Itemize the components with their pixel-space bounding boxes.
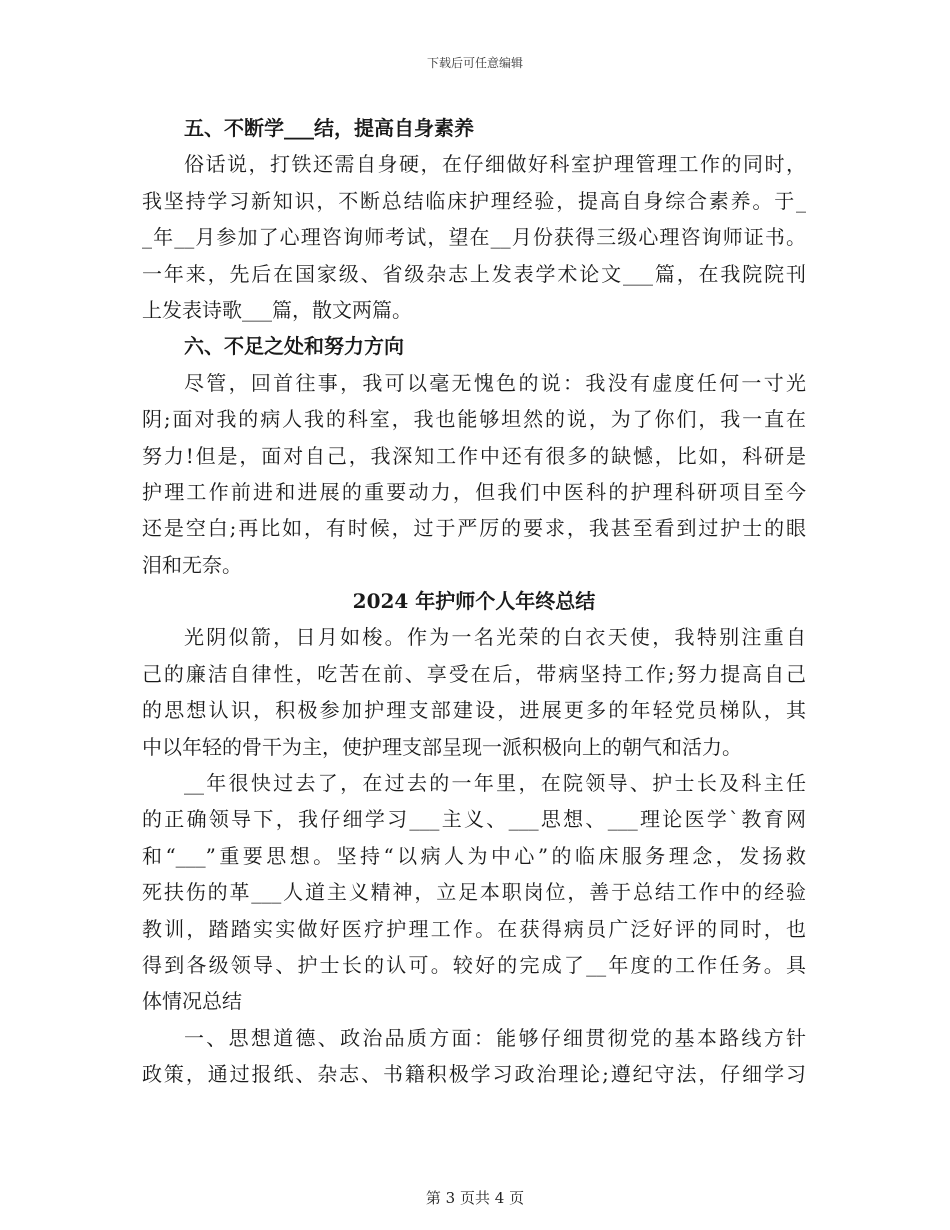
paragraph-line: 得到各级领导、护士长的认可。较好的完成了__年度的工作任务。具 [142, 952, 806, 977]
paragraph-line: 一年来，先后在国家级、省级杂志上发表学术论文___篇，在我院院刊 [142, 261, 806, 286]
paragraph-first-line: 俗话说，打铁还需自身硬，在仔细做好科室护理管理工作的同时， [184, 152, 806, 177]
paragraph-last-line: 体情况总结 [142, 989, 242, 1014]
paragraph-line: 死扶伤的革___人道主义精神，立足本职岗位，善于总结工作中的经验 [142, 880, 806, 905]
section-heading: 六、不足之处和努力方向 [184, 334, 404, 359]
paragraph-line: 还是空白;再比如，有时候，过于严厉的要求，我甚至看到过护士的眼 [142, 516, 806, 541]
paragraph-line: 己的廉洁自律性，吃苦在前、享受在后，带病坚持工作;努力提高自己 [142, 661, 806, 686]
page-footer: 第 3 页共 4 页 [425, 1189, 525, 1207]
paragraph-line: 政策，通过报纸、杂志、书籍积极学习政治理论;遵纪守法，仔细学习 [142, 1062, 806, 1087]
paragraph-line: 教训，踏踏实实做好医疗护理工作。在获得病员广泛好评的同时，也 [142, 916, 806, 941]
paragraph-line: 和“___”重要思想。坚持“以病人为中心”的临床服务理念，发扬救 [142, 843, 806, 868]
paragraph-line: 阴;面对我的病人我的科室，我也能够坦然的说，为了你们，我一直在 [142, 407, 806, 432]
paragraph-first-line: 一、思想道德、政治品质方面：能够仔细贯彻党的基本路线方针 [184, 1025, 806, 1050]
paragraph-line: 的思想认识，积极参加护理支部建设，进展更多的年轻党员梯队，其 [142, 698, 806, 723]
section-heading: 五、不断学___结，提高自身素养 [184, 116, 474, 140]
paragraph-last-line: 中以年轻的骨干为主，使护理支部呈现一派积极向上的朝气和活力。 [142, 734, 742, 759]
paragraph-line: 努力!但是，面对自己，我深知工作中还有很多的缺憾，比如，科研是 [142, 443, 806, 468]
paragraph-last-line: 上发表诗歌___篇，散文两篇。 [142, 297, 412, 322]
paragraph-first-line: 尽管，回首往事，我可以毫无愧色的说：我没有虚度任何一寸光 [184, 370, 806, 395]
page-header: 下载后可任意编辑 [426, 56, 523, 70]
paragraph-line: 护理工作前进和进展的重要动力，但我们中医科的护理科研项目至今 [142, 479, 806, 504]
document-title: 2024 年护师个人年终总结 [352, 589, 596, 614]
paragraph-line: 的正确领导下，我仔细学习___主义、___思想、___理论医学`教育网 [142, 807, 806, 832]
paragraph-first-line: 光阴似箭，日月如梭。作为一名光荣的白衣天使，我特别注重自 [184, 625, 806, 650]
paragraph-last-line: 泪和无奈。 [142, 552, 242, 577]
paragraph-line: _年__月参加了心理咨询师考试，望在__月份获得三级心理咨询师证书。 [142, 225, 806, 250]
paragraph-line: 我坚持学习新知识，不断总结临床护理经验，提高自身综合素养。于_ [142, 188, 806, 213]
document-body [142, 110, 806, 1093]
paragraph-first-line: __年很快过去了，在过去的一年里，在院领导、护士长及科主任 [184, 771, 806, 796]
